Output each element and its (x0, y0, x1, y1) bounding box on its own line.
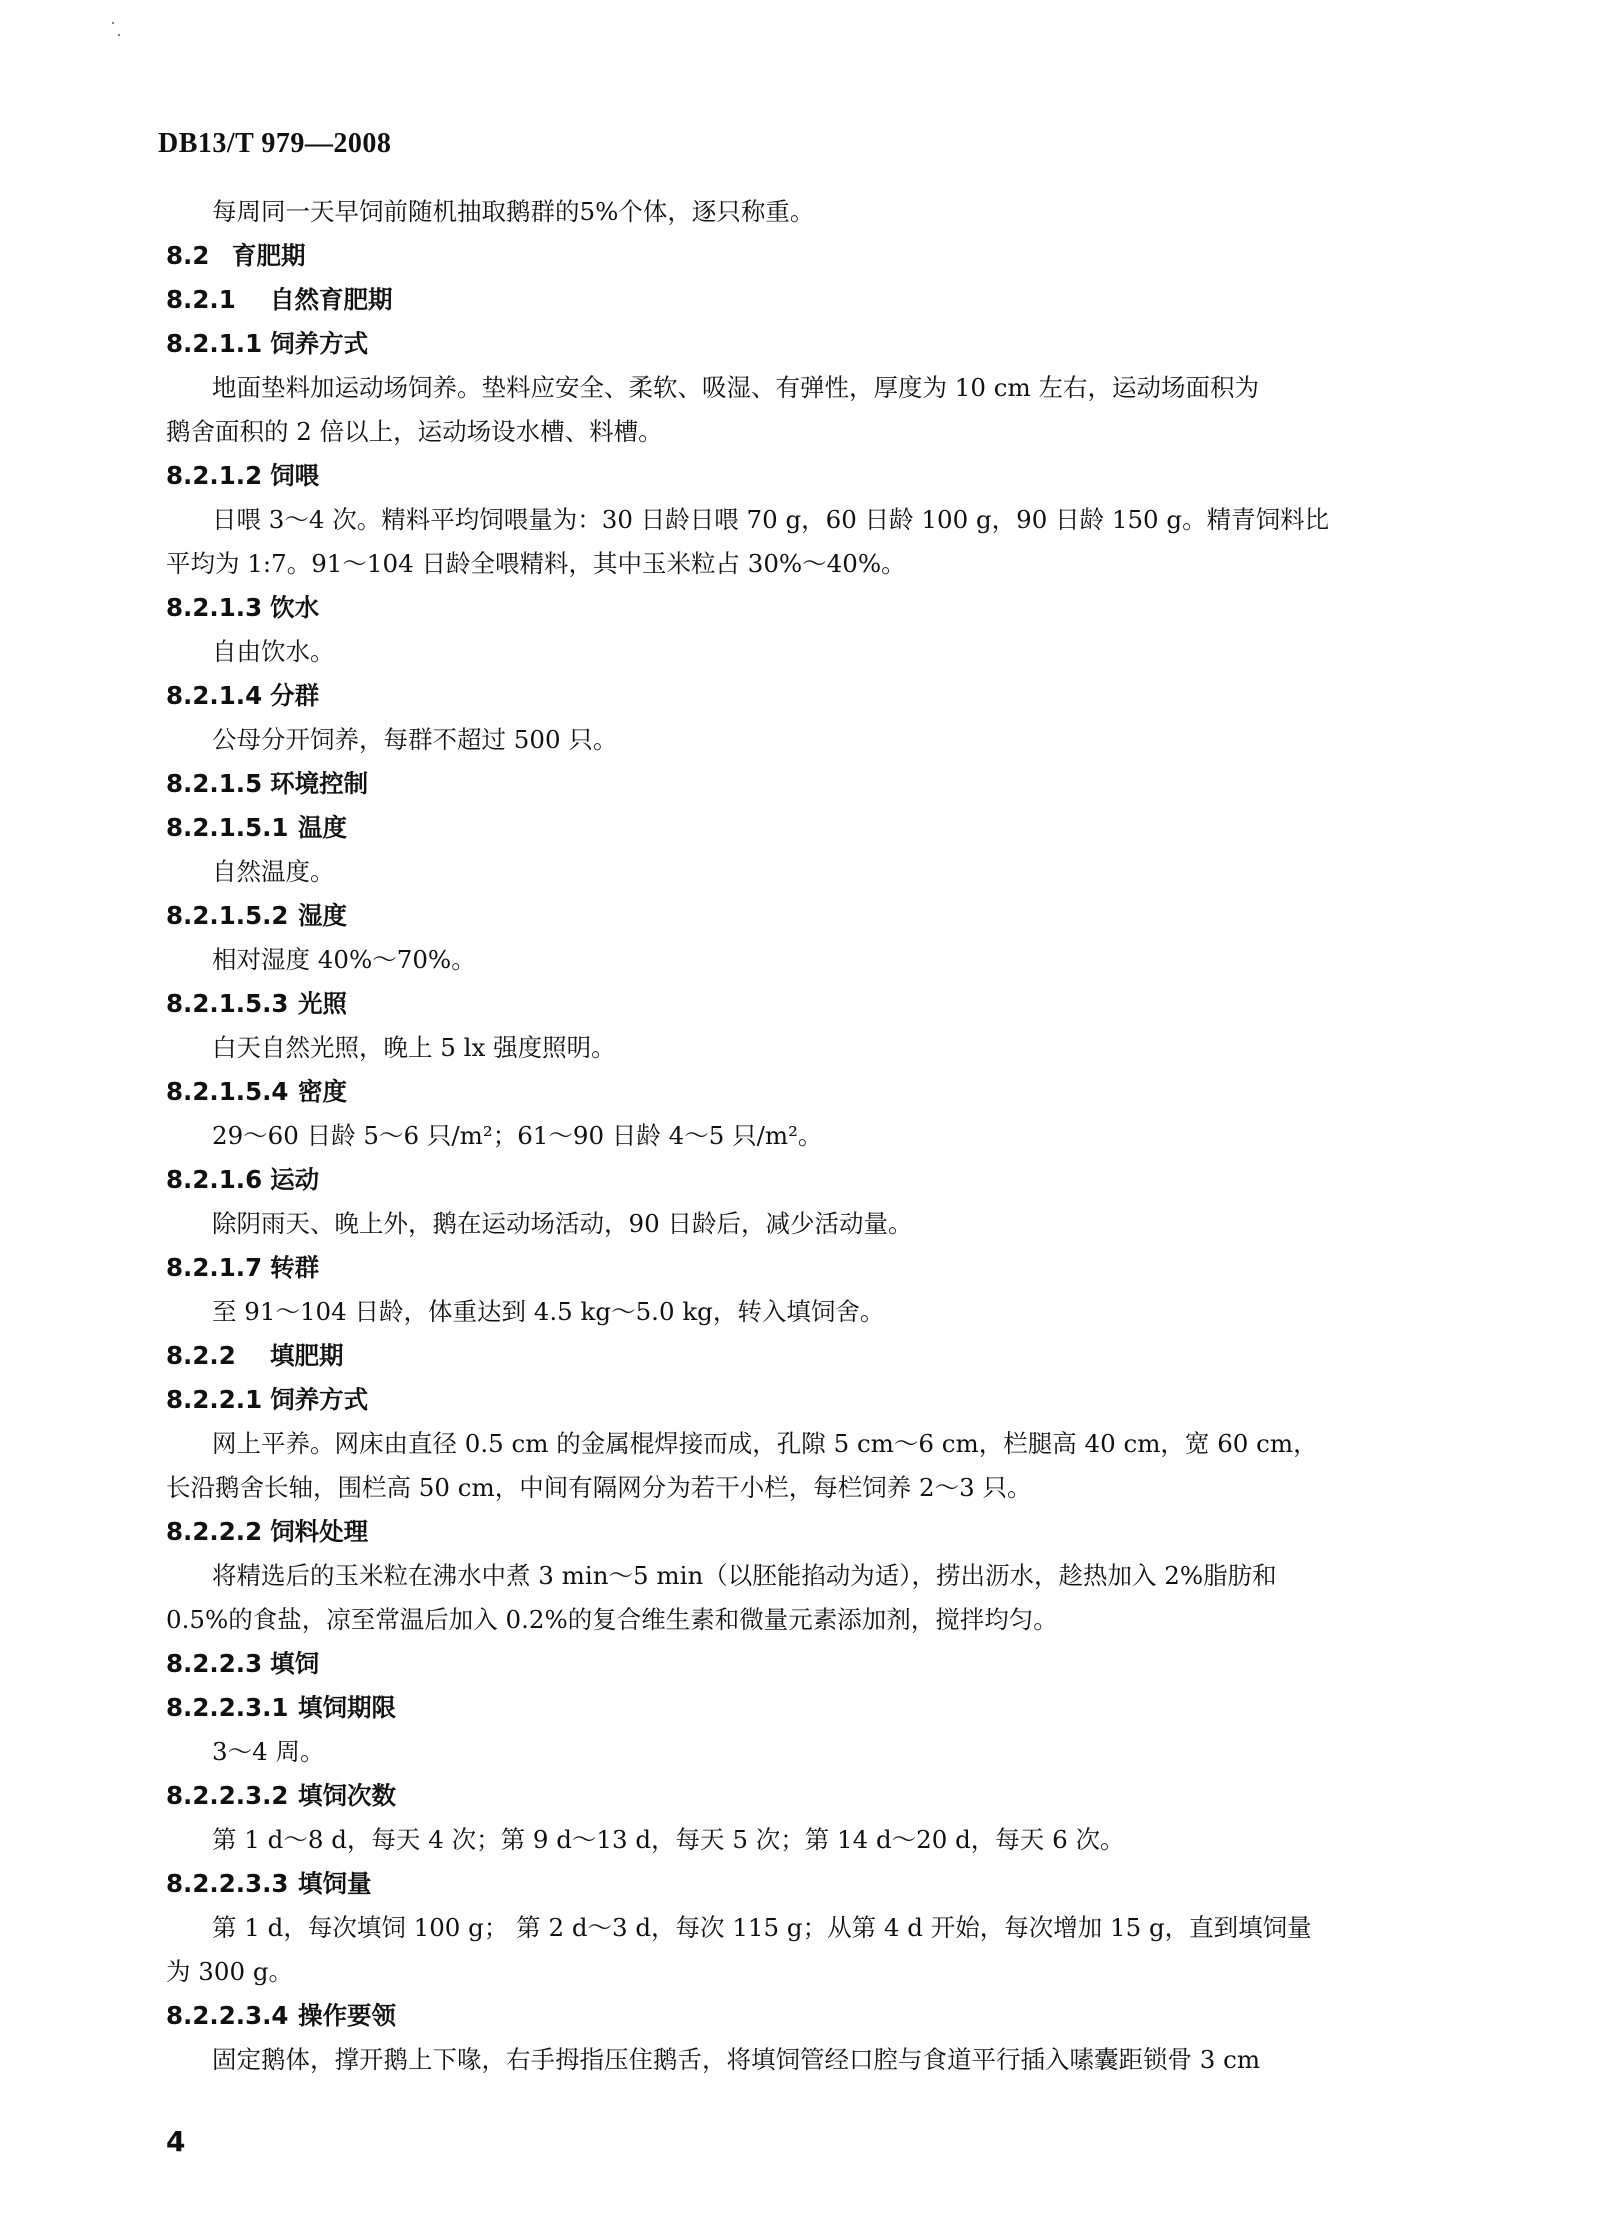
section-heading (166, 1994, 1466, 2038)
paragraph-line: 第 1 d，每次填饲 100 g； 第 2 d～3 d，每次 115 g；从第 4 d 开始，每次增加 15 g，直到填饲量 (212, 1913, 1312, 1942)
section-number: 8.2.1 (166, 285, 236, 314)
section-heading (166, 762, 1466, 806)
section-number: 8.2.2.3.1 (166, 1693, 289, 1722)
page-number: 4 (166, 2125, 186, 2158)
section-title: 饮水 (270, 593, 320, 622)
section-title: 转群 (270, 1253, 320, 1282)
section-number: 8.2.1.5.2 (166, 901, 289, 930)
section-number: 8.2.1.5.1 (166, 813, 289, 842)
paragraph-line: 除阴雨天、晚上外，鹅在运动场活动，90 日龄后，减少活动量。 (212, 1209, 913, 1238)
paragraph-line: 3～4 周。 (212, 1737, 325, 1766)
section-number: 8.2.1.5.3 (166, 989, 289, 1018)
section-number: 8.2.2.2 (166, 1517, 263, 1546)
section-number: 8.2.2.3.3 (166, 1869, 289, 1898)
section-number: 8.2.1.1 (166, 329, 263, 358)
section-heading (166, 1510, 1466, 1554)
section-title: 饲喂 (270, 461, 320, 490)
section-heading (166, 894, 1466, 938)
section-heading (166, 234, 1466, 278)
section-heading (166, 1642, 1466, 1686)
section-title: 填肥期 (270, 1341, 344, 1370)
paragraph-line: 每周同一天早饲前随机抽取鹅群的5%个体，逐只称重。 (212, 197, 815, 226)
section-heading (166, 674, 1466, 718)
section-heading (166, 1862, 1466, 1906)
section-title: 湿度 (298, 901, 347, 930)
section-heading (166, 1774, 1466, 1818)
scan-speck (112, 22, 114, 24)
document-standard-id: DB13/T 979—2008 (158, 128, 392, 159)
section-heading (166, 1158, 1466, 1202)
section-number: 8.2 (166, 241, 210, 270)
paragraph-continuation: 长沿鹅舍长轴，围栏高 50 cm，中间有隔网分为若干小栏，每栏饲养 2～3 只。 (166, 1473, 1032, 1502)
section-heading (166, 982, 1466, 1026)
section-title: 填饲次数 (298, 1781, 396, 1810)
section-title: 分群 (270, 681, 320, 710)
section-number: 8.2.1.3 (166, 593, 263, 622)
scan-speck (118, 34, 120, 36)
section-title: 光照 (298, 989, 347, 1018)
paragraph-continuation: 为 300 g。 (166, 1957, 294, 1986)
section-title: 填饲 (270, 1649, 320, 1678)
paragraph-continuation: 0.5%的食盐，凉至常温后加入 0.2%的复合维生素和微量元素添加剂，搅拌均匀。 (166, 1605, 1058, 1634)
section-title: 操作要领 (298, 2001, 396, 2030)
section-number: 8.2.2.3.2 (166, 1781, 289, 1810)
section-number: 8.2.2.1 (166, 1385, 263, 1414)
section-number: 8.2.1.6 (166, 1165, 263, 1194)
section-heading (166, 1070, 1466, 1114)
section-number: 8.2.2 (166, 1341, 236, 1370)
paragraph-continuation: 平均为 1:7。91～104 日龄全喂精料，其中玉米粒占 30%～40%。 (166, 549, 906, 578)
section-number: 8.2.1.5 (166, 769, 263, 798)
document-body (166, 190, 1466, 2082)
section-title: 运动 (270, 1165, 320, 1194)
section-title: 育肥期 (232, 241, 306, 270)
paragraph-line: 自然温度。 (212, 857, 335, 886)
section-number: 8.2.1.4 (166, 681, 263, 710)
section-heading (166, 1686, 1466, 1730)
section-title: 填饲量 (298, 1869, 372, 1898)
section-title: 自然育肥期 (270, 285, 393, 314)
paragraph-line: 自由饮水。 (212, 637, 335, 666)
section-number: 8.2.1.2 (166, 461, 263, 490)
section-heading (166, 1246, 1466, 1290)
section-number: 8.2.2.3.4 (166, 2001, 289, 2030)
paragraph-line: 日喂 3～4 次。精料平均饲喂量为：30 日龄日喂 70 g，60 日龄 100 g，90 日龄 150 g。精青饲料比 (212, 505, 1330, 534)
section-number: 8.2.1.5.4 (166, 1077, 289, 1106)
section-title: 饲料处理 (270, 1517, 369, 1546)
paragraph-line: 第 1 d～8 d，每天 4 次；第 9 d～13 d，每天 5 次；第 14 d～20 d，每天 6 次。 (212, 1825, 1125, 1854)
section-heading (166, 586, 1466, 630)
paragraph-line: 地面垫料加运动场饲养。垫料应安全、柔软、吸湿、有弹性，厚度为 10 cm 左右，运动场面积为 (212, 373, 1259, 402)
paragraph-line: 白天自然光照，晚上 5 lx 强度照明。 (212, 1033, 616, 1062)
section-number: 8.2.2.3 (166, 1649, 263, 1678)
section-heading (166, 1378, 1466, 1422)
section-title: 环境控制 (270, 769, 369, 798)
section-title: 密度 (298, 1077, 347, 1106)
paragraph-continuation: 鹅舍面积的 2 倍以上，运动场设水槽、料槽。 (166, 417, 663, 446)
paragraph-line: 网上平养。网床由直径 0.5 cm 的金属棍焊接而成，孔隙 5 cm～6 cm，栏腿高 40 cm，宽 60 cm， (212, 1429, 1318, 1458)
section-number: 8.2.1.7 (166, 1253, 263, 1282)
section-heading (166, 278, 1466, 322)
paragraph-line: 29～60 日龄 5～6 只/m²；61～90 日龄 4～5 只/m²。 (212, 1121, 823, 1150)
section-title: 饲养方式 (270, 1385, 369, 1414)
section-title: 填饲期限 (298, 1693, 396, 1722)
paragraph-line: 相对湿度 40%～70%。 (212, 945, 476, 974)
section-heading (166, 322, 1466, 366)
section-title: 温度 (298, 813, 347, 842)
paragraph-line: 至 91～104 日龄，体重达到 4.5 kg～5.0 kg，转入填饲舍。 (212, 1297, 885, 1326)
paragraph-line: 固定鹅体，撑开鹅上下喙，右手拇指压住鹅舌，将填饲管经口腔与食道平行插入嗉囊距锁骨 3 cm (212, 2045, 1261, 2074)
section-title: 饲养方式 (270, 329, 369, 358)
paragraph-line: 公母分开饲养，每群不超过 500 只。 (212, 725, 618, 754)
section-heading (166, 806, 1466, 850)
section-heading (166, 454, 1466, 498)
section-heading (166, 1334, 1466, 1378)
paragraph-line: 将精选后的玉米粒在沸水中煮 3 min～5 min（以胚能掐动为适），捞出沥水，趁热加入 2%脂肪和 (212, 1561, 1277, 1590)
